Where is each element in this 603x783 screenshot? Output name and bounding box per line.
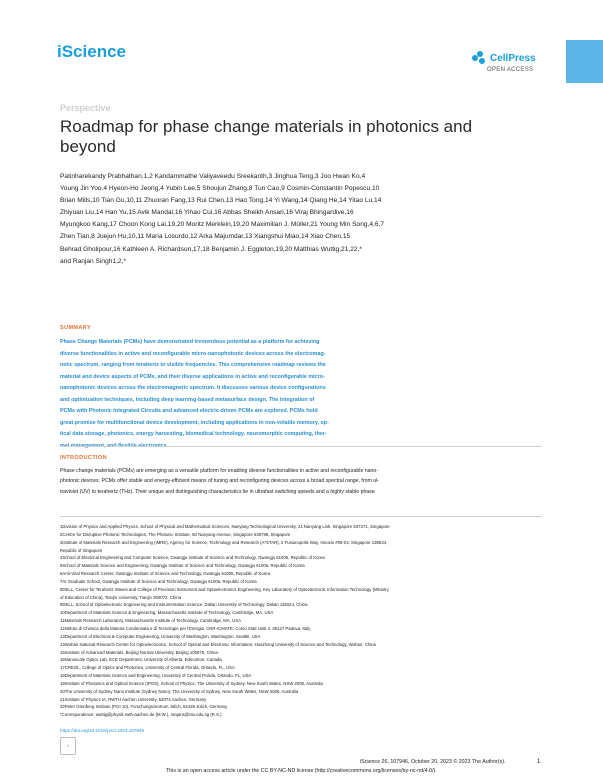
summary-line: diverse functionalities in active and reconfigurable micro-nanophotonic devices across the electromag- bbox=[60, 350, 326, 357]
affiliation: 22Peter Grünberg Institute (PGI 10), Forschungszentrum Jülich, 52428 Jülich, Germany bbox=[60, 704, 228, 710]
affiliation: 1Division of Physics and Applied Physics, School of Physical and Mathematical Sciences, Nanyang Technological University, 21 Nanyang Link, Singapore 637371, Singapore bbox=[60, 524, 390, 529]
article-title: Roadmap for phase change materials in photonics and beyond bbox=[60, 117, 473, 156]
check-for-updates-icon[interactable]: ✓ bbox=[60, 737, 76, 755]
page-number: 1 bbox=[537, 759, 541, 765]
corner-tab bbox=[566, 40, 603, 83]
intro-line: Phase change materials (PCMs) are emerging as a versatile platform for enabling diverse functionalities in active and reconfigurable nano- bbox=[60, 468, 379, 474]
author-line: Young Jin Yoo,4 Hyeon-Ho Jeong,4 Yubin Lee,5 Shoujun Zhang,8 Tun Cao,9 Cosmin-Constantin Popescu,10 bbox=[60, 185, 380, 193]
affiliation: 18Department of Materials Science and Engineering, University of Central Florida, Orlando, FL, USA bbox=[60, 673, 252, 679]
affiliations-divider bbox=[60, 516, 542, 517]
publisher-name: CellPress bbox=[490, 52, 536, 64]
summary-line: PCMs with Photonic Integrated Circuits and advanced electric-driven PCMs are explored. PCMs hold bbox=[60, 408, 318, 414]
affiliation: 21Institute of Physics IA, RWTH Aachen University, 52074 Aachen, Germany bbox=[60, 696, 207, 702]
affiliations bbox=[60, 523, 542, 719]
summary-line: and optimization techniques, including deep learning-based metasurface design. The integration of bbox=[60, 396, 315, 403]
correspondence: *Correspondence: wuttig@physik.rwth-aachen.de (M.W.), ranjans@ntu.edu.sg (R.S.) bbox=[60, 712, 222, 718]
section-divider bbox=[60, 446, 542, 447]
affiliation: 6Anti-Viral Research Center, Gwangju Institute of Science and Technology, Gwangju 61005, Republic of Korea bbox=[60, 571, 270, 577]
affiliation: 16Nanoscale Optics Lab, ECE Department, University of Alberta, Edmonton, Canada bbox=[60, 657, 222, 663]
publisher-logo bbox=[472, 51, 536, 65]
summary-heading: SUMMARY bbox=[60, 325, 92, 331]
doi-link[interactable]: https://doi.org/10.1016/j.isci.2023.107946 bbox=[60, 728, 145, 733]
summary-line: material and device aspects of PCMs, and their diverse applications in active and reconfigurable micro- bbox=[60, 373, 325, 380]
summary-text bbox=[60, 337, 542, 452]
intro-line: traviolet (UV) to terahertz (THz). Their unique and distinguishing characteristics lie in ultrafast switching speeds and a highly stable phase bbox=[60, 488, 375, 495]
summary-line: great promise for multifunctional device development, including applications in non-volatile memory, op- bbox=[60, 419, 329, 426]
author-line: Zhiyuan Liu,14 Han Yu,15 Avik Mandal,16 Yihao Cui,16 Abbas Sheikh Ansari,16 Viraj Bhingardive,16 bbox=[60, 209, 354, 217]
summary-line: nanophotonic devices across the electromagnetic spectrum. It discusses various device configurations bbox=[60, 385, 326, 391]
affiliation: 9DELL, School of Optoelectronic Engineering and Instrumentation Science, Dalian University of Technology, Dalian 116024, China bbox=[60, 602, 308, 608]
affiliation: 8DELL, Center for Terahertz Waves and College of Precision Instrument and Optoelectronics Engineering, Key Laboratory of Optoelectronic Information Technology (Ministry bbox=[60, 586, 389, 592]
intro-line: photonic devices. PCMs offer stable and energy-efficient means of tuning and reconfiguring devices across a broad spectral range, from ul- bbox=[60, 478, 380, 485]
article-type: Perspective bbox=[60, 103, 111, 113]
summary-line: Phase Change Materials (PCMs) have demonstrated tremendous potential as a platform for achieving bbox=[60, 339, 320, 345]
affiliation: 2Centre for Disruptive Photonic Technologies, The Photonic Institute, 50 Nanyang Avenue, Singapore 639798, Singapore bbox=[60, 531, 291, 537]
affiliation: 7AI Graduate School, Gwangju Institute of Science and Technology, Gwangju 61005, Republic of Korea bbox=[60, 578, 257, 584]
affiliation: 12Istituto di Chimica della Materia Condensata e di Tecnologie per l'Energia, CNR-ICMATE, Corso Stati Uniti 4, 35127 Padova, Italy bbox=[60, 625, 311, 631]
affiliation: 3Institute of Materials Research and Engineering (IMRE), Agency for Science, Technology and Research (A*STAR), 2 Fusionopolis Way, Innovis #08-03, Singapore 138634, bbox=[60, 539, 388, 545]
author-line: and Ranjan Singh1,2,* bbox=[60, 257, 126, 265]
affiliation: Republic of Singapore bbox=[60, 547, 103, 553]
issue-citation: iScience 26, 107946, October 20, 2023 © 2023 The Author(s). bbox=[360, 759, 506, 765]
author-line: Behrad Gholipour,16 Kathleen A. Richardson,17,18 Benjamin J. Eggleton,19,20 Matthias Wuttig,21,22,* bbox=[60, 245, 362, 253]
affiliation: of Education of China), Tianjin University, Tianjin 300072, China bbox=[60, 594, 182, 600]
summary-line: tical data storage, photonics, energy harvesting, biomedical technology, neuromorphic computing, ther- bbox=[60, 431, 327, 437]
summary-line: netic spectrum, ranging from terahertz to visible frequencies. This comprehensive roadmap reviews the bbox=[60, 362, 326, 368]
author-line: Patinharekandy Prabhathan,1,2 Kandammathe Valiyaveedu Sreekanth,3 Jinghua Teng,3 Joo Hwan Ko,4 bbox=[60, 173, 366, 180]
journal-logo: iScience bbox=[57, 42, 126, 61]
author-line: Brian Mills,10 Tian Gu,10,11 Zhuoran Fang,13 Rui Chen,13 Hao Tong,14 Yi Wang,14 Qiang He,14 Yitao Lu,14 bbox=[60, 197, 382, 205]
affiliation: 10Department of Materials Science & Engineering, Massachusetts Institute of Technology, Cambridge, MA, USA bbox=[60, 610, 274, 616]
introduction-text bbox=[60, 466, 542, 497]
author-line: Zhen Tian,8 Juejun Hu,10,11 Maria Losurdo,12 Arka Majumdar,13 Xiangshui Miao,14 Xiao Chen,15 bbox=[60, 233, 351, 241]
affiliation: 5School of Materials Science and Engineering, Gwangju Institute of Science and Technology, Gwangju 61005, Republic of Korea bbox=[60, 563, 305, 569]
affiliation: 19Institute of Photonics and Optical Science (IPOS), School of Physics, The University of Sydney, New South Wales, NSW 2006, Australia bbox=[60, 680, 323, 686]
affiliation: 20The University of Sydney Nano Institute (Sydney Nano), The University of Sydney, New South Wales, NSW 2006, Australia bbox=[60, 688, 299, 694]
affiliation: 15Institute of Advanced Materials, Beijing Normal University, Beijing 100875, China bbox=[60, 649, 218, 655]
author-line: Myungkoo Kang,17 Choon Kong Lai,19,20 Moritz Merklein,19,20 Maximilian J. Müller,21 Young Min Song,4,6,7 bbox=[60, 221, 385, 229]
author-list bbox=[60, 171, 520, 268]
introduction-heading: INTRODUCTION bbox=[60, 455, 107, 461]
cellpress-icon bbox=[472, 51, 486, 65]
affiliation: 13Department of Electrical & Computer Engineering, University of Washington, Washington, Seattle, USA bbox=[60, 633, 261, 639]
affiliation: 11Materials Research Laboratory, Massachusetts Institute of Technology, Cambridge, MA, USA bbox=[60, 618, 241, 624]
license-notice: This is an open access article under the CC BY-NC-ND license (http://creativecommons.org/licenses/by-nc-nd/4.0/). bbox=[166, 768, 437, 774]
affiliation: 14Wuhan National Research Center for Optoelectronics, School of Optical and Electronic Information, Huazhong University of Science and Technology, Wuhan, China bbox=[60, 641, 376, 647]
affiliation: 4School of Electrical Engineering and Computer Science, Gwangju Institute of Science and Technology, Gwangju 61005, Republic of Korea bbox=[60, 555, 325, 561]
open-access-label: OPEN ACCESS bbox=[487, 67, 534, 73]
affiliation: 17CREOL, College of Optics and Photonics, University of Central Florida, Orlando, FL, USA bbox=[60, 665, 235, 671]
